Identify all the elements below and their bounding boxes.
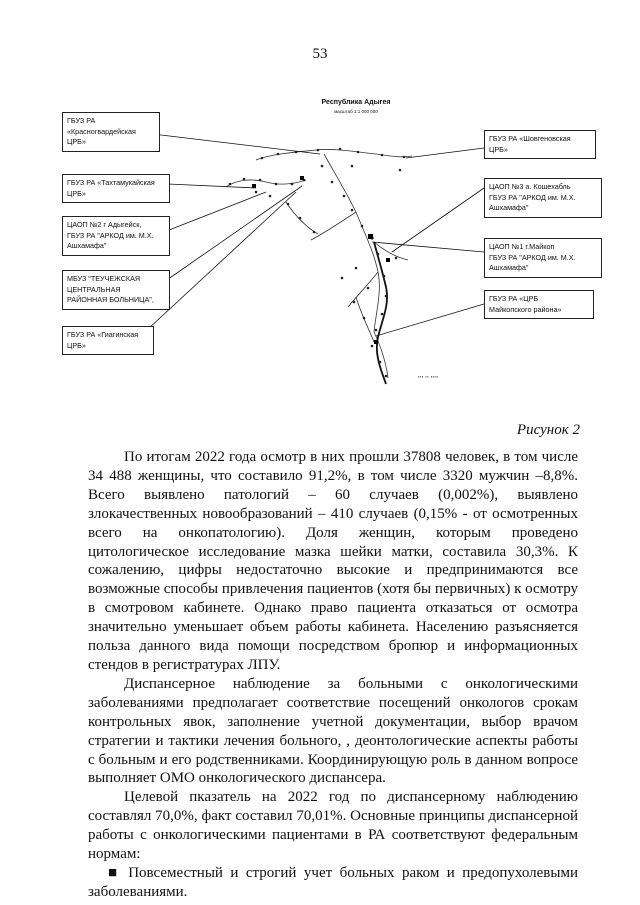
leader-lines bbox=[134, 132, 484, 342]
rivers-and-roads bbox=[226, 149, 412, 378]
callout-giaginskaya: ГБУЗ РА «Гиагинская ЦРБ» bbox=[62, 326, 154, 355]
callout-krasnogvardeyskaya: ГБУЗ РА «Красногвардейская ЦРБ» bbox=[62, 112, 160, 152]
district-centers bbox=[252, 176, 390, 344]
callout-takhtamukayskaya: ГБУЗ РА «Тахтамукайская ЦРБ» bbox=[62, 174, 170, 203]
callout-caop3: ЦАОП №3 а. Кошехабль ГБУЗ РА "АРКОД им. М.Х. Ашхамафа" bbox=[484, 178, 602, 218]
figure-caption: Рисунок 2 bbox=[516, 422, 580, 438]
regional-map-figure bbox=[56, 92, 612, 410]
map-title: Республика Адыгея bbox=[321, 99, 391, 106]
bullet-paragraph: ■ Повсеместный и строгий учет больных раком и предопухолевыми заболеваниями. bbox=[88, 864, 578, 900]
callout-caop1: ЦАОП №1 г.Майкоп ГБУЗ РА "АРКОД им. М.Х. Ашхамафа" bbox=[484, 238, 602, 278]
callout-teuchezhskaya: МБУЗ "ТЕУЧЕЖСКАЯ ЦЕНТРАЛЬНАЯ РАЙОННАЯ БОЛЬНИЦА", bbox=[62, 270, 170, 310]
map-legend-mark: ▪▪▪ ▪▪ ▪▪▪▪ bbox=[418, 374, 439, 379]
paragraph: Диспансерное наблюдение за больными с онкологическими заболеваниями предполагает соответствие посещений онкологов срокам контрольных явок, заполнение учетной документации, выбор врачом стратегии и тактики лечения больного, , деонтологические аспекты работы с больным и его родственниками. Координирующую роль в данном вопросе выполняет ОМО онкологического диспансера. bbox=[88, 675, 578, 787]
paragraph: По итогам 2022 года осмотр в них прошли 37808 человек, в том числе 34 488 женщины, что составило 91,2%, в том числе 3320 мужчин –8,8%. Всего выявлено патологий – 60 случаев (0,002%), выявлено злокачественных новообразований – 410 случаев (0,15% - от осмотренных всего на онкопатологию). Доля женщин, которым проведено цитологическое исследование мазка шейки матки, составила 30,3%. К сожалению, цифры недостаточно высокие и предпринимаются все возможные способы привлечения пациентов (хотя бы первичных) к осмотру в смотровом кабинете. Однако право пациента отказаться от осмотра значительно уменьшает объем работы кабинета. Населению разъясняется польза данного вида помощи посредством бропюр и информационных стендов в регистратурах ЛПУ. bbox=[88, 449, 578, 673]
paragraph: Целевой пказатель на 2022 год по диспансерному наблюдению составлял 70,0%, факт составил 70,01%. Основные принципы диспансерной работы с онкологическими пациентами в РА соответствуют федеральным нормам: bbox=[88, 789, 578, 863]
body-text bbox=[88, 448, 578, 902]
map-scale: масштаб 1:1 000 000 bbox=[334, 109, 378, 114]
callout-maykopskogo: ГБУЗ РА «ЦРБ Майкопского района» bbox=[484, 290, 594, 319]
page-number: 53 bbox=[312, 46, 328, 62]
callout-shovgenovskaya: ГБУЗ РА «Шовгеновская ЦРБ» bbox=[484, 130, 596, 159]
callout-caop2: ЦАОП №2 г Адыгейск, ГБУЗ РА "АРКОД им. М.Х. Ашхамафа" bbox=[62, 216, 170, 256]
